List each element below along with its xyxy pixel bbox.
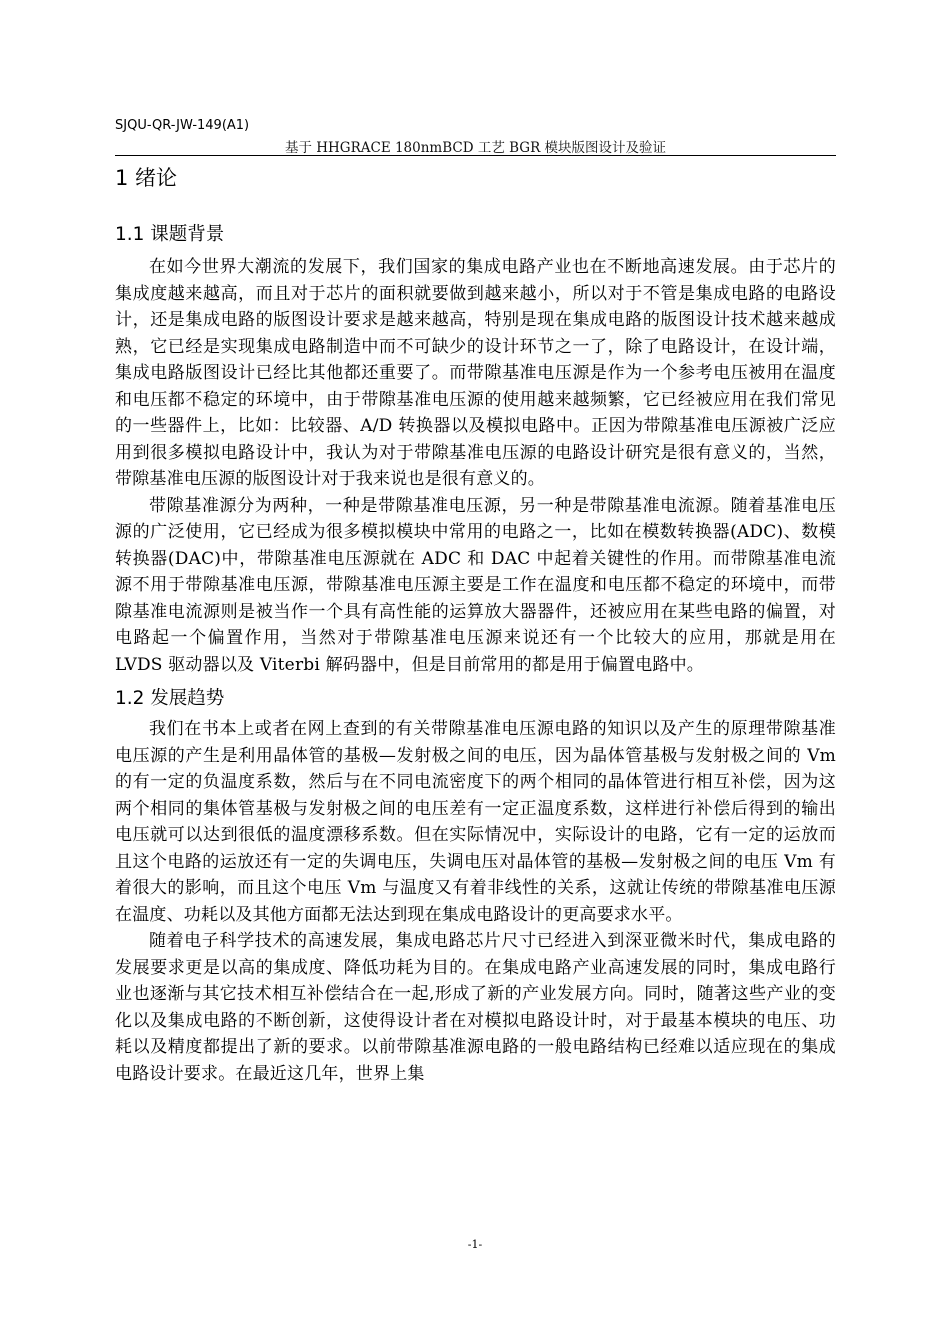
document-body <box>115 158 836 1087</box>
paragraph: 带隙基准源分为两种，一种是带隙基准电压源，另一种是带隙基准电流源。随着基准电压源的广泛使用，它已经成为很多模拟模块中常用的电路之一，比如在模数转换器(ADC)、数模转换器(DAC)中，带隙基准电压源就在 ADC 和 DAC 中起着关键性的作用。而带隙基准电流源不用于带隙基准电压源，带隙基准电压源主要是工作在温度和电压都不稳定的环境中，而带隙基准电流源则是被当作一个具有高性能的运算放大器器件，还被应用在某些电路的偏置，对电路起一个偏置作用，当然对于带隙基准电压源来说还有一个比较大的应用，那就是用在 LVDS 驱动器以及 Viterbi 解码器中，但是目前常用的都是用于偏置电路中。 <box>115 495 836 675</box>
chapter-heading: 1 绪论 <box>115 166 178 190</box>
running-header: 基于 HHGRACE 180nmBCD 工艺 BGR 模块版图设计及验证 <box>284 140 667 156</box>
paragraph: 我们在书本上或者在网上查到的有关带隙基准电压源电路的知识以及产生的原理带隙基准电压源的产生是利用晶体管的基极—发射极之间的电压，因为晶体管基极与发射极之间的 Vm 的有一定的负温度系数，然后与在不同电流密度下的两个相同的晶体管进行相互补偿，因为这两个相同的集体管基极与发射极之间的电压差有一定正温度系数，这样进行补偿后得到的输出电压就可以达到很低的温度漂移系数。但在实际情况中，实际设计的电路，它有一定的运放而且这个电路的运放还有一定的失调电压，失调电压对晶体管的基极—发射极之间的电压 Vm 有着很大的影响，而且这个电压 Vm 与温度又有着非线性的关系，这就让传统的带隙基准电压源在温度、功耗以及其他方面都无法达到现在集成电路设计的更高要求水平。 <box>115 719 836 925</box>
paragraph: 在如今世界大潮流的发展下，我们国家的集成电路产业也在不断地高速发展。由于芯片的集成度越来越高，而且对于芯片的面积就要做到越来越小，所以对于不管是集成电路的电路设计，还是集成电路的版图设计要求是越来越高，特别是现在集成电路的版图设计技术越来越成熟，它已经是实现集成电路制造中而不可缺少的设计环节之一了，除了电路设计，在设计端，集成电路版图设计已经比其他都还重要了。而带隙基准电压源是作为一个参考电压被用在温度和电压都不稳定的环境中，由于带隙基准电压源的使用越来越频繁，它已经被应用在我们常见的一些器件上，比如：比较器、A/D 转换器以及模拟电路中。正因为带隙基准电压源被广泛应用到很多模拟电路设计中，我认为对于带隙基准电压源的电路设计研究是很有意义的，当然，带隙基准电压源的版图设计对于我来说也是很有意义的。 <box>115 257 836 489</box>
header-divider <box>115 155 836 156</box>
document-code: SJQU-QR-JW-149(A1) <box>115 118 250 133</box>
section-heading-trends: 1.2 发展趋势 <box>115 688 225 709</box>
page-number: -1- <box>467 1238 483 1251</box>
paragraph: 随着电子科学技术的高速发展，集成电路芯片尺寸已经进入到深亚微米时代，集成电路的发展要求更是以高的集成度、降低功耗为目的。在集成电路产业高速发展的同时，集成电路行业也逐渐与其它技术相互补偿结合在一起,形成了新的产业发展方向。同时，随著这些产业的变化以及集成电路的不断创新，这使得设计者在对模拟电路设计时，对于最基本模块的电压、功耗以及精度都提出了新的要求。以前带隙基准源电路的一般电路结构已经难以适应现在的集成电路设计要求。在最近这几年，世界上集 <box>115 931 836 1084</box>
section-heading-background: 1.1 课题背景 <box>115 224 225 245</box>
